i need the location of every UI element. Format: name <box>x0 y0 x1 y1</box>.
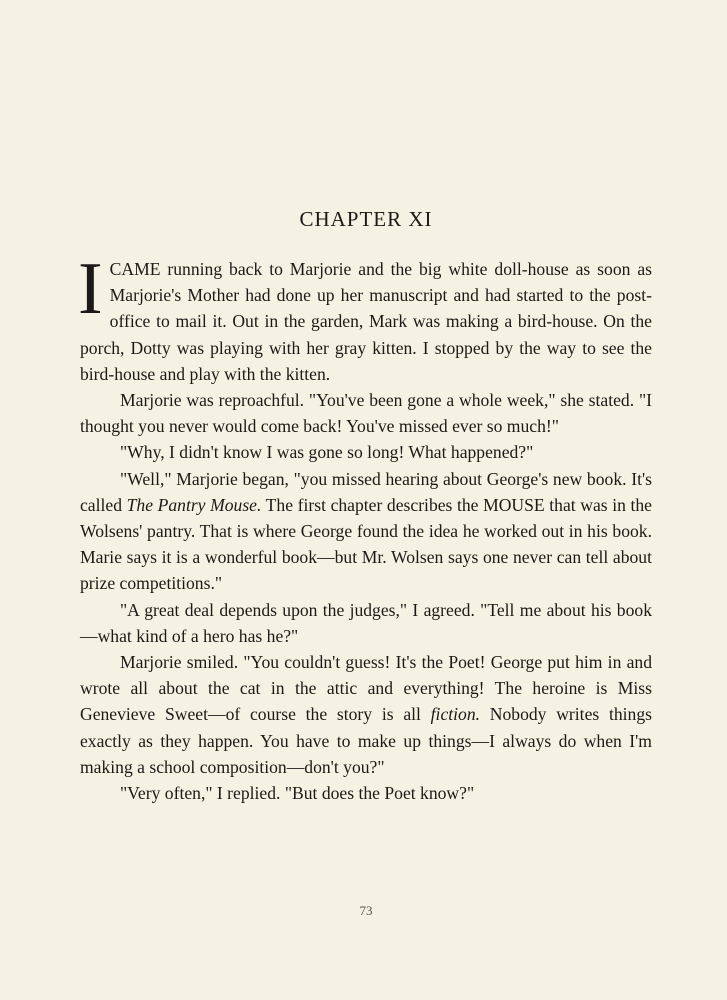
book-page <box>80 0 652 1000</box>
paragraph-5: "A great deal depends upon the judges," I agreed. "Tell me about his book—what kind of a hero has he?" <box>80 599 652 646</box>
paragraph-6-text-end: Nobody writes things exactly as they happen. You have to make up things—I always do when I'm making a school composition—don't you?" <box>80 704 652 777</box>
paragraph-2: Marjorie was reproachful. "You've been gone a whole week," she stated. "I thought you never would come back! You've missed ever so much!" <box>80 390 652 437</box>
italic-fiction: fiction. <box>430 704 481 725</box>
chapter-body <box>78 248 652 806</box>
paragraph-4-text-start: "Well," Marjorie began, "you missed hearing about George's new book. It's called <box>80 468 652 515</box>
chapter-heading: CHAPTER XI <box>299 207 433 231</box>
book-title: The Pantry Mouse. <box>126 494 262 515</box>
paragraph-4 <box>80 466 652 597</box>
paragraph-1 <box>78 248 652 387</box>
paragraph-4-text-end: The first chapter describes the MOUSE that was in the Wolsens' pantry. That is where George found the idea he worked out in his book. Marie says it is a wonderful book—but Mr. Wolsen says one never can tell about prize competitions." <box>80 494 652 594</box>
drop-cap-letter: I <box>78 248 103 330</box>
paragraph-6 <box>80 649 652 780</box>
paragraph-6-text-start: Marjorie smiled. "You couldn't guess! It's the Poet! George put him in and wrote all about the cat in the attic and everything! The heroine is Miss Genevieve Sweet—of course the story is all <box>80 652 652 725</box>
paragraph-1-text: CAME running back to Marjorie and the big white doll-house as soon as Marjorie's Mother had done up her manuscript and had started to the post-office to mail it. Out in the garden, Mark was making a bird-house. On the porch, Dotty was playing with her gray kitten. I stopped by the way to see the bird-house and play with the kitten. <box>80 259 652 384</box>
paragraph-3: "Why, I didn't know I was gone so long! What happened?" <box>120 442 534 463</box>
paragraph-7: "Very often," I replied. "But does the Poet know?" <box>120 783 475 804</box>
page-number: 73 <box>359 903 373 918</box>
